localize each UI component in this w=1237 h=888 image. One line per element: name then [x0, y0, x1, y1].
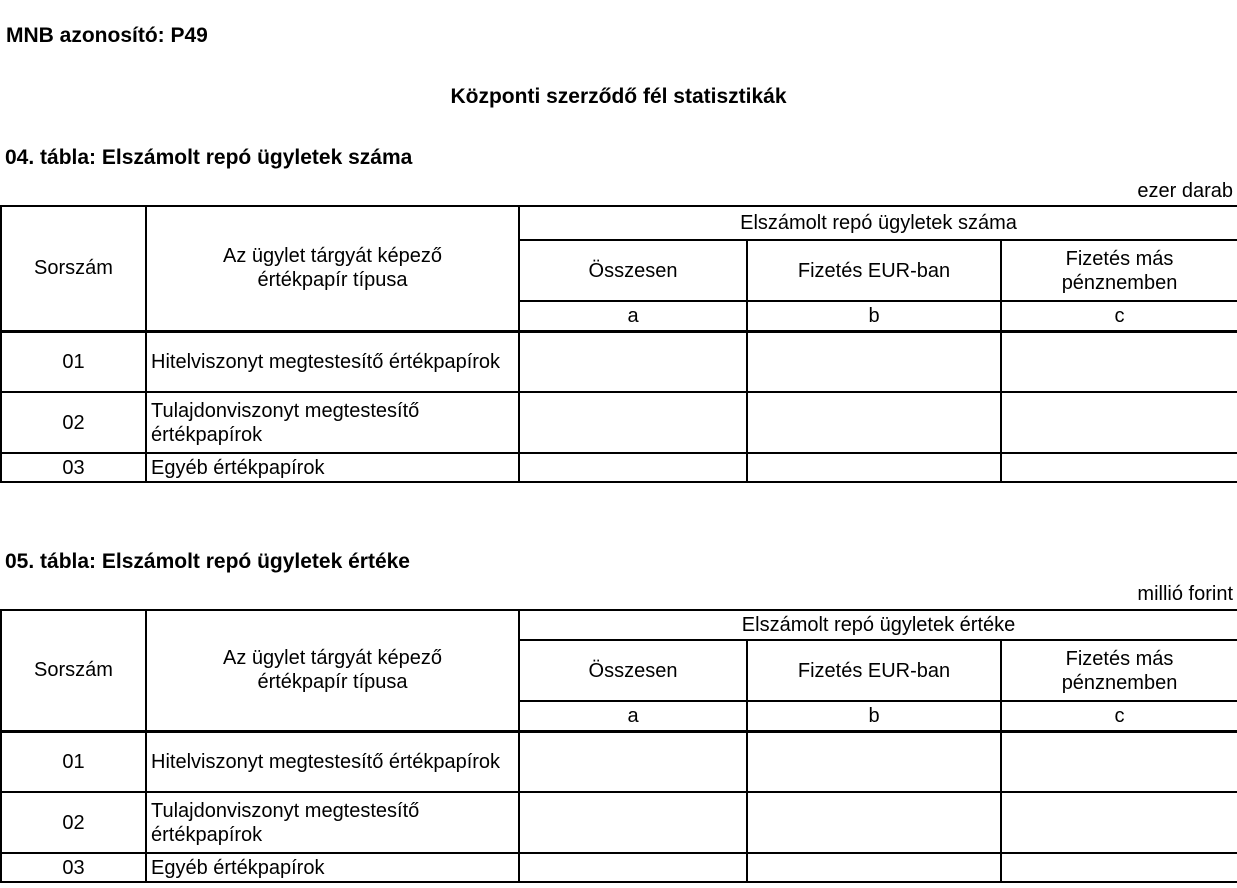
row-code: 03 [1, 853, 146, 882]
header-eur: Fizetés EUR-ban [747, 240, 1001, 301]
cell-a[interactable] [519, 731, 747, 792]
cell-c[interactable] [1001, 853, 1237, 882]
header-group: Elszámolt repó ügyletek száma [519, 206, 1237, 240]
header-sorszam: Sorszám [1, 610, 146, 731]
cell-a[interactable] [519, 331, 747, 392]
cell-b[interactable] [747, 731, 1001, 792]
col-letter-c: c [1001, 301, 1237, 331]
header-total: Összesen [519, 640, 747, 701]
cell-b[interactable] [747, 331, 1001, 392]
table-row [1, 331, 1237, 392]
cell-b[interactable] [747, 853, 1001, 882]
table-row [1, 792, 1237, 853]
cell-a[interactable] [519, 792, 747, 853]
table-04-title: 04. tábla: Elszámolt repó ügyletek száma [5, 146, 413, 169]
header-total: Összesen [519, 240, 747, 301]
header-security-type: Az ügylet tárgyát képező értékpapír típusa [146, 206, 519, 331]
cell-b[interactable] [747, 792, 1001, 853]
header-sorszam: Sorszám [1, 206, 146, 331]
page-title: Központi szerződő fél statisztikák [450, 85, 787, 108]
row-label: Egyéb értékpapírok [146, 853, 519, 882]
cell-c[interactable] [1001, 792, 1237, 853]
table-04-unit: ezer darab [1137, 180, 1233, 202]
header-security-type: Az ügylet tárgyát képező értékpapír típusa [146, 610, 519, 731]
cell-b[interactable] [747, 392, 1001, 453]
table-05-unit: millió forint [1137, 583, 1233, 605]
row-code: 02 [1, 792, 146, 853]
col-letter-c: c [1001, 701, 1237, 731]
table-row [1, 731, 1237, 792]
cell-c[interactable] [1001, 331, 1237, 392]
table-row [1, 453, 1237, 482]
row-code: 02 [1, 392, 146, 453]
row-label: Egyéb értékpapírok [146, 453, 519, 482]
row-label: Hitelviszonyt megtestesítő értékpapírok [146, 331, 519, 392]
cell-a[interactable] [519, 453, 747, 482]
header-eur: Fizetés EUR-ban [747, 640, 1001, 701]
col-letter-b: b [747, 301, 1001, 331]
cell-c[interactable] [1001, 392, 1237, 453]
header-group: Elszámolt repó ügyletek értéke [519, 610, 1237, 640]
table-05 [0, 609, 1237, 883]
cell-a[interactable] [519, 392, 747, 453]
col-letter-a: a [519, 701, 747, 731]
row-code: 01 [1, 731, 146, 792]
cell-b[interactable] [747, 453, 1001, 482]
header-other-currency: Fizetés más pénznemben [1001, 240, 1237, 301]
row-label: Hitelviszonyt megtestesítő értékpapírok [146, 731, 519, 792]
table-04 [0, 205, 1237, 483]
row-label: Tulajdonviszonyt megtestesítő értékpapírok [146, 792, 519, 853]
table-row [1, 392, 1237, 453]
col-letter-b: b [747, 701, 1001, 731]
mnb-identifier: MNB azonosító: P49 [6, 24, 208, 47]
cell-c[interactable] [1001, 731, 1237, 792]
row-code: 01 [1, 331, 146, 392]
table-row [1, 853, 1237, 882]
header-other-currency: Fizetés más pénznemben [1001, 640, 1237, 701]
cell-a[interactable] [519, 853, 747, 882]
cell-c[interactable] [1001, 453, 1237, 482]
row-label: Tulajdonviszonyt megtestesítő értékpapírok [146, 392, 519, 453]
table-05-title: 05. tábla: Elszámolt repó ügyletek értéke [5, 550, 410, 573]
col-letter-a: a [519, 301, 747, 331]
row-code: 03 [1, 453, 146, 482]
